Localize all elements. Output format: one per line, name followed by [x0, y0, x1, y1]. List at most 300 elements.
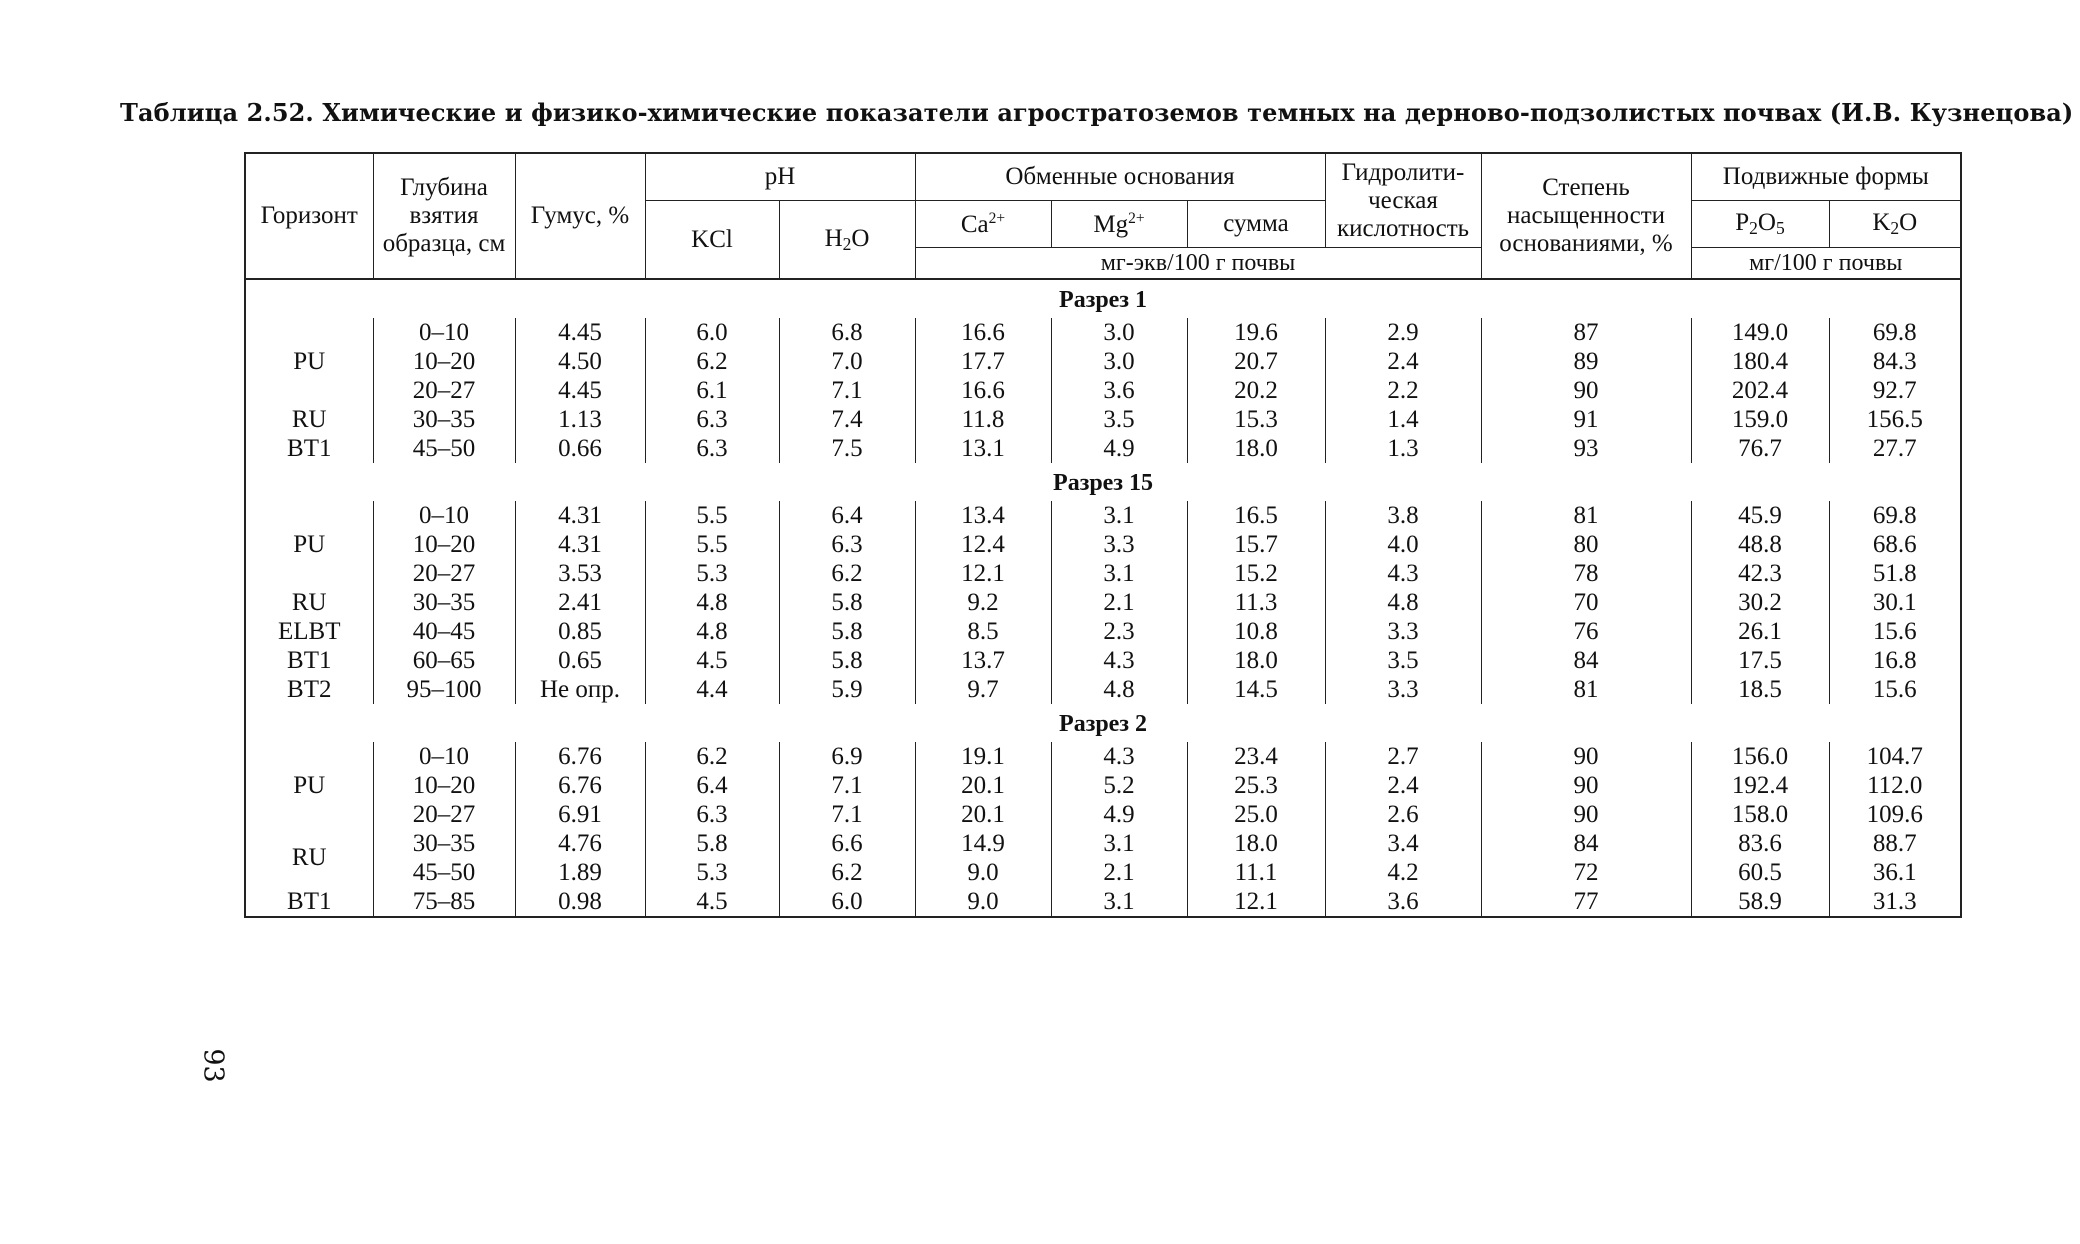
horizon-cell: RU: [245, 405, 373, 434]
sum-cell: [1187, 434, 1325, 463]
sum-cell: [1187, 887, 1325, 917]
depth-value: 20–27: [412, 377, 476, 404]
sum-value: 20.7: [1234, 348, 1278, 375]
hydro-cell: [1325, 887, 1481, 917]
sat-cell: [1481, 588, 1691, 617]
sat-cell: [1481, 501, 1691, 588]
sat-value: 90: [1573, 772, 1599, 799]
kcl-cell: [645, 742, 779, 829]
col-sum: сумма: [1187, 201, 1325, 248]
h2o-value: 6.0: [831, 888, 863, 915]
kcl-cell: [645, 646, 779, 675]
mg-value: 2.1: [1103, 859, 1135, 886]
mg-value: 3.1: [1103, 560, 1135, 587]
sum-cell: [1187, 501, 1325, 588]
kcl-value: 6.0: [696, 319, 728, 346]
depth-value: 40–45: [412, 618, 476, 645]
humus-value: 0.85: [558, 618, 602, 645]
h2o-cell: [779, 675, 915, 704]
hydro-value: 4.3: [1387, 560, 1419, 587]
h2o-value: 7.0: [831, 348, 863, 375]
horizon-cell: RU: [245, 829, 373, 887]
mg-cell: [1051, 434, 1187, 463]
p2o5-cell: [1691, 588, 1829, 617]
table-row: [245, 675, 1961, 704]
k2o-cell: [1829, 742, 1961, 829]
depth-cell: [373, 617, 515, 646]
sum-value: 11.1: [1234, 859, 1278, 886]
humus-value: 4.76: [558, 830, 602, 857]
depth-cell: [373, 742, 515, 829]
sum-value: 15.2: [1234, 560, 1278, 587]
ca-value: 16.6: [961, 319, 1005, 346]
kcl-value: 6.2: [696, 348, 728, 375]
h2o-value: 6.2: [831, 560, 863, 587]
sat-cell: [1481, 646, 1691, 675]
k2o-cell: [1829, 675, 1961, 704]
ca-value: 13.1: [961, 435, 1005, 462]
sat-value: 89: [1573, 348, 1599, 375]
page-number: 93: [197, 1048, 229, 1083]
sat-value: 90: [1573, 743, 1599, 770]
sat-cell: [1481, 675, 1691, 704]
ca-value: 9.2: [967, 589, 999, 616]
col-depth: Глубина взятия образца, см: [373, 153, 515, 279]
mg-value: 3.0: [1103, 319, 1135, 346]
h2o-cell: [779, 742, 915, 829]
humus-cell: [515, 501, 645, 588]
hydro-value: 2.6: [1387, 801, 1419, 828]
mg-cell: [1051, 318, 1187, 405]
sat-value: 84: [1573, 647, 1599, 674]
sat-cell: [1481, 434, 1691, 463]
hydro-cell: [1325, 405, 1481, 434]
depth-value: 0–10: [419, 743, 469, 770]
h2o-value: 6.3: [831, 531, 863, 558]
humus-cell: [515, 887, 645, 917]
hydro-cell: [1325, 434, 1481, 463]
depth-value: 10–20: [412, 348, 476, 375]
ca-cell: [915, 675, 1051, 704]
k2o-value: 112.0: [1867, 772, 1923, 799]
mg-value: 4.3: [1103, 647, 1135, 674]
h2o-value: 6.2: [831, 859, 863, 886]
sat-value: 81: [1573, 676, 1599, 703]
depth-value: 30–35: [412, 830, 476, 857]
kcl-value: 4.8: [696, 589, 728, 616]
depth-cell: [373, 588, 515, 617]
k2o-cell: [1829, 501, 1961, 588]
k2o-cell: [1829, 829, 1961, 887]
k2o-value: 104.7: [1866, 743, 1923, 770]
hydro-value: 2.2: [1387, 377, 1419, 404]
p2o5-value: 149.0: [1731, 319, 1789, 346]
humus-cell: [515, 829, 645, 887]
mg-value: 5.2: [1103, 772, 1135, 799]
h2o-cell: [779, 405, 915, 434]
k2o-value: 15.6: [1872, 676, 1917, 703]
depth-cell: [373, 829, 515, 887]
h2o-value: 5.8: [831, 647, 863, 674]
sat-cell: [1481, 405, 1691, 434]
sat-value: 90: [1573, 801, 1599, 828]
ca-value: 9.0: [967, 888, 999, 915]
humus-cell: [515, 617, 645, 646]
kcl-value: 5.3: [696, 859, 728, 886]
p2o5-value: 76.7: [1738, 435, 1782, 462]
kcl-value: 5.8: [696, 830, 728, 857]
k2o-value: 84.3: [1872, 348, 1917, 375]
hydro-value: 3.4: [1387, 830, 1419, 857]
depth-value: 10–20: [412, 531, 476, 558]
sum-value: 15.3: [1234, 406, 1278, 433]
kcl-value: 5.5: [696, 502, 728, 529]
mg-cell: [1051, 405, 1187, 434]
horizon-cell: BT2: [245, 675, 373, 704]
p2o5-cell: [1691, 887, 1829, 917]
hydro-cell: [1325, 646, 1481, 675]
humus-cell: [515, 675, 645, 704]
horizon-cell: PU: [245, 742, 373, 829]
sat-value: 91: [1573, 406, 1599, 433]
depth-cell: [373, 405, 515, 434]
p2o5-value: 156.0: [1731, 743, 1789, 770]
p2o5-value: 60.5: [1738, 859, 1782, 886]
hydro-value: 2.9: [1387, 319, 1419, 346]
sum-cell: [1187, 617, 1325, 646]
k2o-value: 36.1: [1872, 859, 1917, 886]
hydro-value: 3.3: [1387, 676, 1419, 703]
depth-value: 95–100: [406, 676, 482, 703]
table-title: Таблица 2.52. Химические и физико-химические показатели агростратоземов темных на дерново-подзолистых почвах (И.В. Кузнецова): [120, 98, 2074, 127]
mg-value: 3.0: [1103, 348, 1135, 375]
depth-value: 10–20: [412, 772, 476, 799]
depth-value: 30–35: [412, 589, 476, 616]
hydro-cell: [1325, 588, 1481, 617]
ca-value: 13.7: [961, 647, 1005, 674]
horizon-cell: BT1: [245, 434, 373, 463]
k2o-cell: [1829, 318, 1961, 405]
k2o-cell: [1829, 617, 1961, 646]
p2o5-value: 48.8: [1738, 531, 1782, 558]
k2o-value: 69.8: [1872, 502, 1917, 529]
mg-value: 2.3: [1103, 618, 1135, 645]
horizon-cell: BT1: [245, 887, 373, 917]
ca-value: 12.1: [961, 560, 1005, 587]
humus-value: 4.50: [558, 348, 602, 375]
p2o5-value: 18.5: [1738, 676, 1782, 703]
sat-cell: [1481, 829, 1691, 887]
depth-value: 20–27: [412, 560, 476, 587]
humus-value: 4.31: [558, 502, 602, 529]
sum-cell: [1187, 318, 1325, 405]
k2o-value: 69.8: [1872, 319, 1917, 346]
sat-value: 76: [1573, 618, 1599, 645]
ca-cell: [915, 318, 1051, 405]
col-ca: $Ca^{2+}$: [915, 201, 1051, 248]
kcl-value: 4.5: [696, 647, 728, 674]
hydro-cell: [1325, 501, 1481, 588]
h2o-cell: [779, 646, 915, 675]
ca-cell: [915, 405, 1051, 434]
sum-value: 16.5: [1234, 502, 1278, 529]
p2o5-value: 42.3: [1738, 560, 1782, 587]
k2o-value: 68.6: [1872, 531, 1917, 558]
table-row: [245, 434, 1961, 463]
horizon-cell: RU: [245, 588, 373, 617]
kcl-cell: [645, 588, 779, 617]
ca-value: 16.6: [961, 377, 1005, 404]
h2o-value: 7.4: [831, 406, 863, 433]
sat-value: 90: [1573, 377, 1599, 404]
mg-value: 4.9: [1103, 801, 1135, 828]
table-row: [245, 318, 1961, 405]
p2o5-value: 17.5: [1738, 647, 1782, 674]
p2o5-cell: [1691, 501, 1829, 588]
sat-value: 77: [1573, 888, 1599, 915]
table-row: [245, 829, 1961, 887]
sum-value: 23.4: [1234, 743, 1278, 770]
depth-cell: [373, 434, 515, 463]
table-row: [245, 405, 1961, 434]
k2o-value: 30.1: [1872, 589, 1917, 616]
depth-cell: [373, 646, 515, 675]
ca-value: 11.8: [961, 406, 1005, 433]
ca-cell: [915, 742, 1051, 829]
ca-value: 19.1: [961, 743, 1005, 770]
mg-value: 3.6: [1103, 377, 1135, 404]
sum-value: 11.3: [1234, 589, 1278, 616]
hydro-value: 4.2: [1387, 859, 1419, 886]
hydro-cell: [1325, 617, 1481, 646]
col-ph: pH: [645, 153, 915, 201]
kcl-value: 6.1: [696, 377, 728, 404]
humus-value: 0.98: [558, 888, 602, 915]
p2o5-value: 45.9: [1738, 502, 1782, 529]
ca-cell: [915, 588, 1051, 617]
h2o-cell: [779, 434, 915, 463]
sat-value: 93: [1573, 435, 1599, 462]
k2o-value: 15.6: [1872, 618, 1917, 645]
col-kcl: KCl: [645, 201, 779, 280]
p2o5-value: 180.4: [1731, 348, 1789, 375]
sat-value: 72: [1573, 859, 1599, 886]
humus-value: 1.13: [558, 406, 602, 433]
hydro-value: 3.3: [1387, 618, 1419, 645]
h2o-value: 6.4: [831, 502, 863, 529]
depth-value: 0–10: [419, 502, 469, 529]
sat-value: 70: [1573, 589, 1599, 616]
p2o5-cell: [1691, 405, 1829, 434]
humus-value: Не опр.: [539, 676, 621, 703]
sum-cell: [1187, 675, 1325, 704]
table-row: [245, 742, 1961, 829]
hydro-value: 2.4: [1387, 772, 1419, 799]
mg-value: 3.3: [1103, 531, 1135, 558]
sum-value: 15.7: [1234, 531, 1278, 558]
humus-cell: [515, 646, 645, 675]
hydro-cell: [1325, 742, 1481, 829]
mg-cell: [1051, 675, 1187, 704]
mg-value: 3.5: [1103, 406, 1135, 433]
col-p2o5: $P_2O_5$: [1691, 201, 1829, 248]
ca-value: 20.1: [961, 801, 1005, 828]
mg-value: 3.1: [1103, 502, 1135, 529]
ca-value: 9.0: [967, 859, 999, 886]
col-exchange: Обменные основания: [915, 153, 1325, 201]
humus-value: 4.45: [558, 319, 602, 346]
sum-value: 18.0: [1234, 830, 1278, 857]
horizon-cell: PU: [245, 318, 373, 405]
mobile-unit: мг/100 г почвы: [1691, 248, 1961, 280]
p2o5-value: 158.0: [1731, 801, 1789, 828]
k2o-cell: [1829, 588, 1961, 617]
p2o5-value: 58.9: [1738, 888, 1782, 915]
mg-value: 4.8: [1103, 676, 1135, 703]
table-row: [245, 887, 1961, 917]
col-mobile: Подвижные формы: [1691, 153, 1961, 201]
h2o-cell: [779, 318, 915, 405]
kcl-value: 5.3: [696, 560, 728, 587]
humus-value: 4.31: [558, 531, 602, 558]
humus-cell: [515, 405, 645, 434]
humus-value: 3.53: [558, 560, 602, 587]
h2o-cell: [779, 501, 915, 588]
mg-value: 4.3: [1103, 743, 1135, 770]
col-humus: Гумус, %: [515, 153, 645, 279]
depth-cell: [373, 501, 515, 588]
section-label: Разрез 2: [1059, 710, 1147, 737]
humus-value: 2.41: [558, 589, 602, 616]
ca-cell: [915, 646, 1051, 675]
sat-cell: [1481, 617, 1691, 646]
kcl-cell: [645, 434, 779, 463]
humus-value: 6.76: [558, 743, 602, 770]
h2o-value: 6.8: [831, 319, 863, 346]
mg-value: 2.1: [1103, 589, 1135, 616]
sum-value: 14.5: [1234, 676, 1278, 703]
table-row: [245, 617, 1961, 646]
col-h2o: $H_2O$: [779, 201, 915, 280]
sat-cell: [1481, 742, 1691, 829]
p2o5-cell: [1691, 646, 1829, 675]
depth-cell: [373, 675, 515, 704]
kcl-value: 4.8: [696, 618, 728, 645]
table-row: [245, 646, 1961, 675]
k2o-value: 109.6: [1866, 801, 1923, 828]
ca-value: 8.5: [967, 618, 999, 645]
kcl-value: 5.5: [696, 531, 728, 558]
section-label: Разрез 1: [245, 279, 1961, 318]
hydro-value: 3.5: [1387, 647, 1419, 674]
col-k2o: $K_2O$: [1829, 201, 1961, 248]
p2o5-value: 26.1: [1738, 618, 1782, 645]
k2o-cell: [1829, 646, 1961, 675]
h2o-value: 7.5: [831, 435, 863, 462]
kcl-cell: [645, 318, 779, 405]
p2o5-value: 159.0: [1731, 406, 1789, 433]
hydro-value: 4.0: [1387, 531, 1419, 558]
sum-cell: [1187, 829, 1325, 887]
k2o-value: 31.3: [1872, 888, 1917, 915]
mg-value: 4.9: [1103, 435, 1135, 462]
mg-cell: [1051, 501, 1187, 588]
depth-value: 30–35: [412, 406, 476, 433]
section-row: [245, 279, 1961, 318]
col-mg: $Mg^{2+}$: [1051, 201, 1187, 248]
hydro-value: 3.8: [1387, 502, 1419, 529]
table-row: [245, 588, 1961, 617]
section-row: [245, 704, 1961, 742]
ca-value: 9.7: [967, 676, 999, 703]
sum-value: 12.1: [1234, 888, 1278, 915]
mg-value: 3.1: [1103, 830, 1135, 857]
k2o-cell: [1829, 434, 1961, 463]
sat-value: 87: [1573, 319, 1599, 346]
horizon-cell: BT1: [245, 646, 373, 675]
sum-value: 25.0: [1234, 801, 1278, 828]
k2o-value: 27.7: [1872, 435, 1917, 462]
ca-cell: [915, 501, 1051, 588]
ca-cell: [915, 617, 1051, 646]
depth-value: 75–85: [412, 888, 476, 915]
table-row: [245, 501, 1961, 588]
h2o-value: 7.1: [831, 801, 863, 828]
humus-value: 6.91: [558, 801, 602, 828]
table-body: [245, 279, 1961, 917]
ca-cell: [915, 434, 1051, 463]
h2o-cell: [779, 829, 915, 887]
kcl-cell: [645, 501, 779, 588]
ca-value: 20.1: [961, 772, 1005, 799]
sat-value: 78: [1573, 560, 1599, 587]
sum-value: 19.6: [1234, 319, 1278, 346]
horizon-cell: PU: [245, 501, 373, 588]
col-horizon: Горизонт: [245, 153, 373, 279]
h2o-value: 7.1: [831, 377, 863, 404]
kcl-cell: [645, 617, 779, 646]
sat-value: 81: [1573, 502, 1599, 529]
p2o5-cell: [1691, 617, 1829, 646]
kcl-cell: [645, 405, 779, 434]
hydro-value: 4.8: [1387, 589, 1419, 616]
depth-value: 60–65: [412, 647, 476, 674]
k2o-value: 156.5: [1866, 406, 1923, 433]
p2o5-cell: [1691, 675, 1829, 704]
hydro-value: 1.3: [1387, 435, 1419, 462]
p2o5-value: 202.4: [1731, 377, 1789, 404]
kcl-cell: [645, 829, 779, 887]
depth-cell: [373, 887, 515, 917]
p2o5-cell: [1691, 829, 1829, 887]
hydro-cell: [1325, 675, 1481, 704]
kcl-value: 6.3: [696, 406, 728, 433]
sat-cell: [1481, 318, 1691, 405]
sat-value: 84: [1573, 830, 1599, 857]
sum-value: 18.0: [1234, 435, 1278, 462]
col-saturation: Степень насыщенности основаниями, %: [1481, 153, 1691, 279]
mg-cell: [1051, 646, 1187, 675]
depth-value: 20–27: [412, 801, 476, 828]
p2o5-value: 83.6: [1738, 830, 1782, 857]
ca-cell: [915, 887, 1051, 917]
k2o-cell: [1829, 887, 1961, 917]
hydro-value: 2.7: [1387, 743, 1419, 770]
h2o-value: 5.9: [831, 676, 863, 703]
humus-cell: [515, 434, 645, 463]
kcl-value: 6.3: [696, 435, 728, 462]
mg-cell: [1051, 617, 1187, 646]
